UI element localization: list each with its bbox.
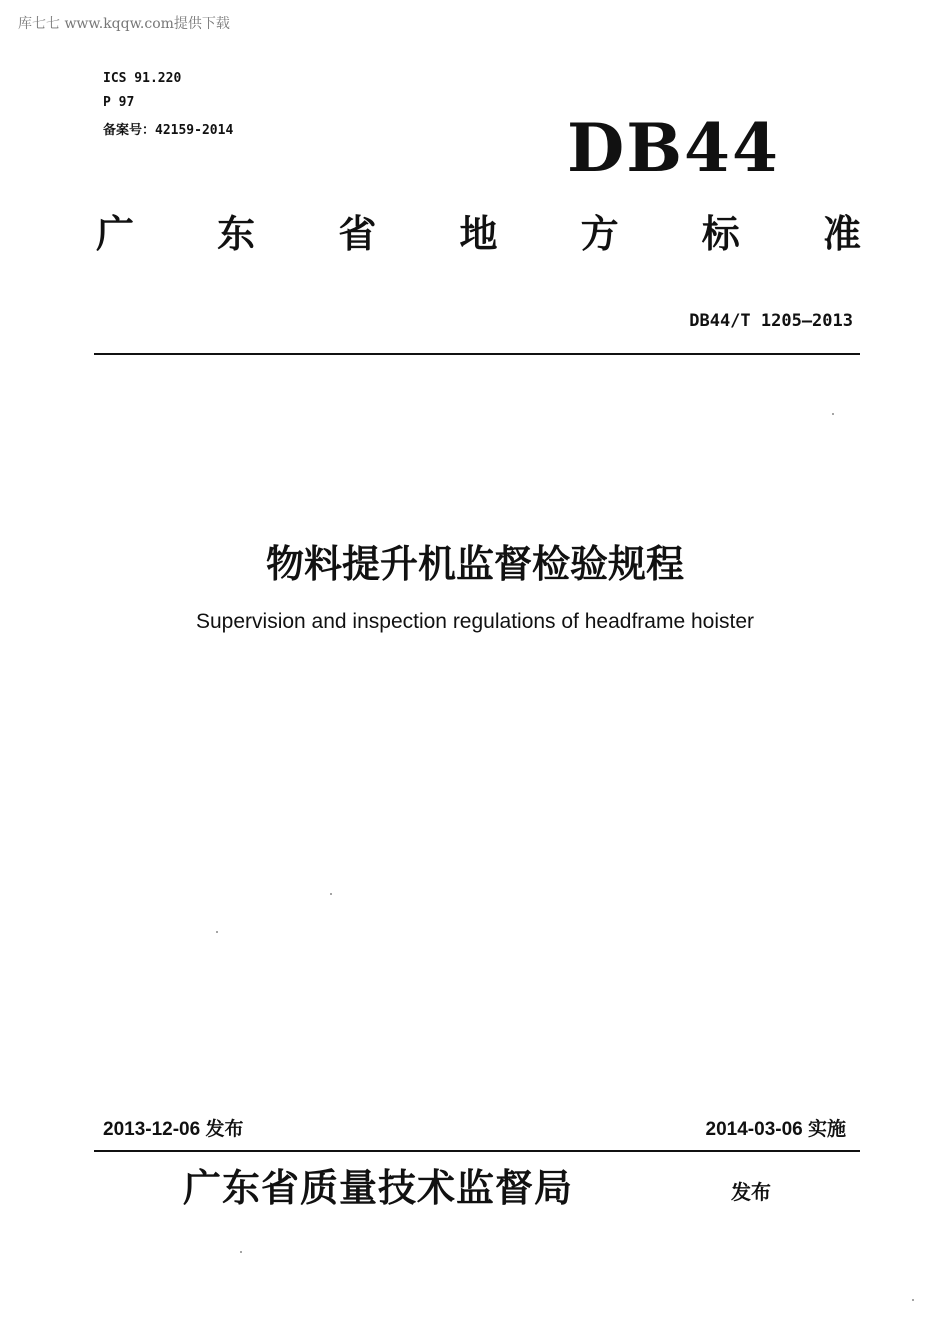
top-divider	[94, 353, 860, 355]
standard-code: DB44/T 1205—2013	[689, 311, 853, 331]
scan-speck	[330, 893, 332, 895]
scan-speck	[216, 931, 218, 933]
standard-title-char: 方	[580, 212, 619, 256]
document-title-english: Supervision and inspection regulations of headframe hoister	[195, 610, 754, 633]
watermark-text: 库七七 www.kqqw.com提供下载	[18, 16, 230, 32]
issuing-suffix: 发布	[731, 1180, 771, 1204]
standard-title-char: 标	[701, 212, 740, 256]
standard-title-char: 地	[459, 212, 498, 256]
scan-speck	[912, 1299, 914, 1301]
classification-code: P 97	[103, 95, 135, 110]
bottom-divider	[94, 1150, 860, 1152]
standard-title-char: 东	[217, 212, 256, 256]
standard-title-char: 广	[96, 212, 135, 256]
issuing-authority: 广东省质量技术监督局	[183, 1165, 574, 1210]
record-number: 备案号：42159-2014	[103, 123, 234, 138]
standard-title-char: 准	[822, 212, 861, 256]
ics-code: ICS 91.220	[103, 71, 182, 86]
publish-date: 2013-12-06 发布	[103, 1119, 244, 1140]
standard-type-title	[96, 209, 861, 259]
implementation-date: 2014-03-06 实施	[705, 1119, 846, 1140]
standard-mark: DB44	[567, 109, 780, 187]
scan-speck	[832, 413, 834, 415]
scan-speck	[240, 1251, 242, 1253]
document-title-chinese: 物料提升机监督检验规程	[265, 542, 684, 586]
standard-title-char: 省	[338, 212, 377, 256]
